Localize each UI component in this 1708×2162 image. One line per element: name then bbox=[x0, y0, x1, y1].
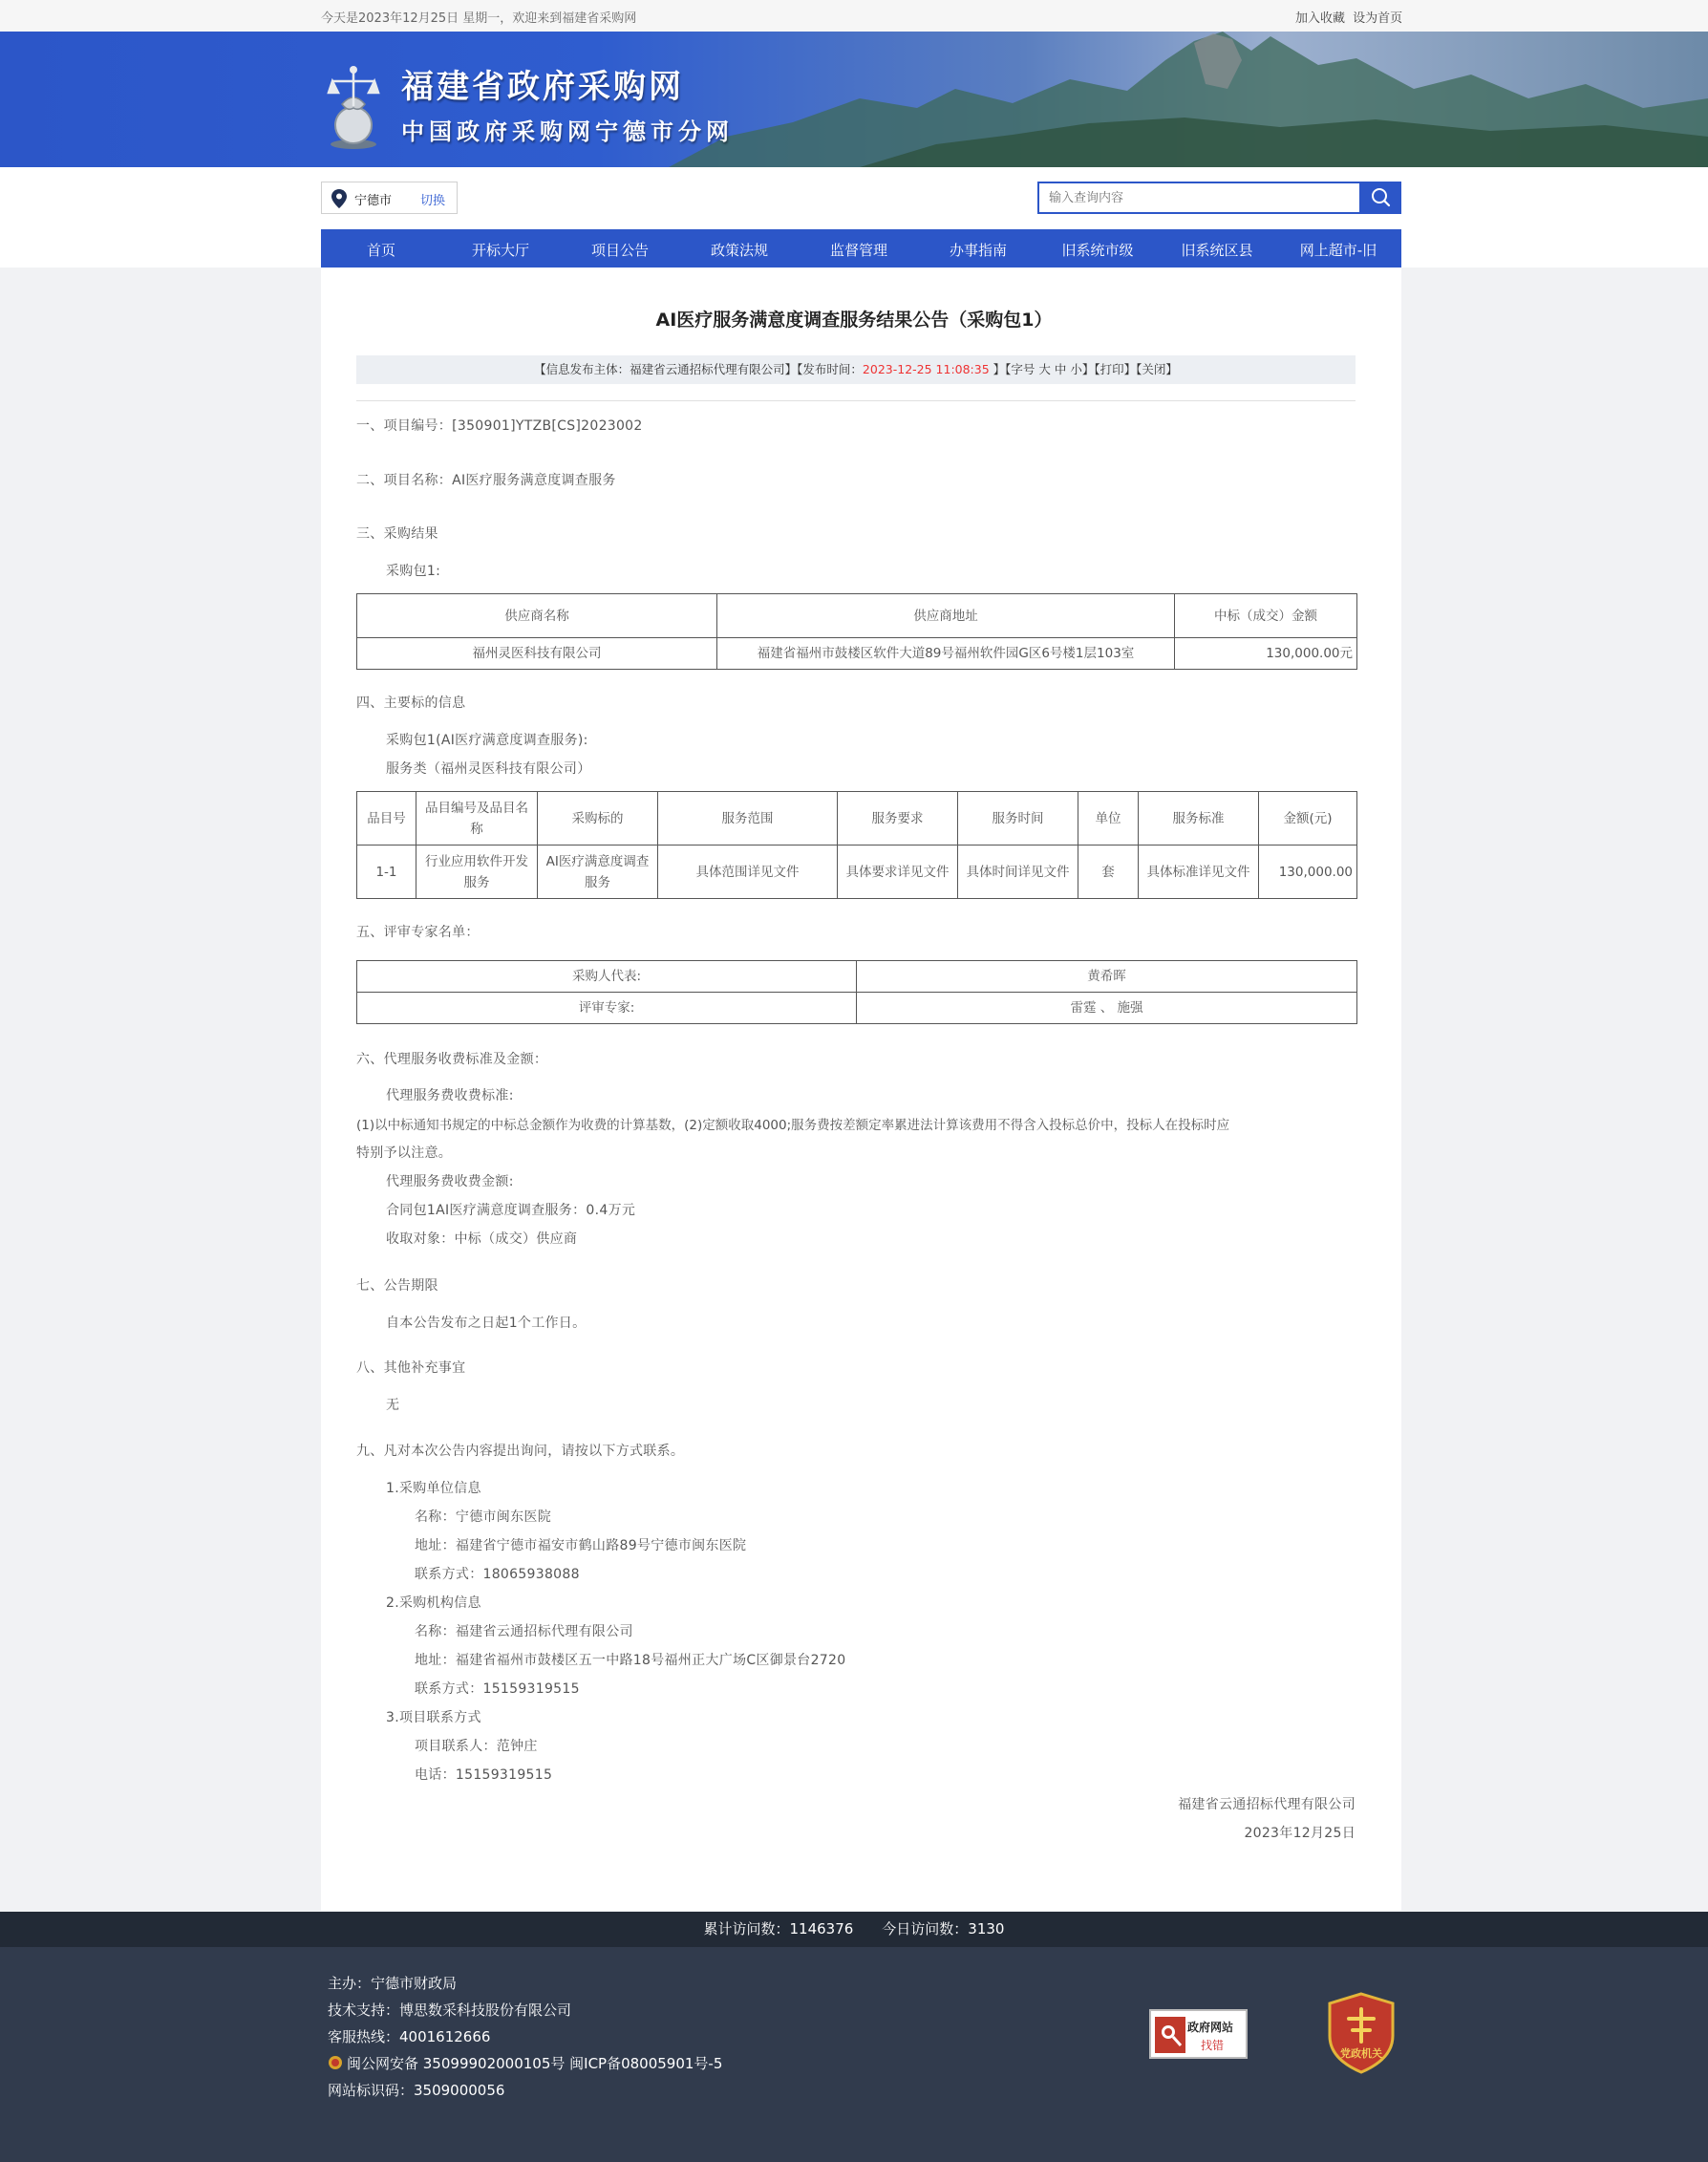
nav-guide[interactable]: 办事指南 bbox=[949, 242, 1008, 259]
table-cell: 黄希晖 bbox=[857, 961, 1357, 993]
table-header-row bbox=[357, 594, 1357, 638]
contact-line: 项目联系人：范钟庄 bbox=[415, 1739, 538, 1754]
nav-legacy-county[interactable]: 旧系统区县 bbox=[1181, 242, 1253, 259]
visit-counter: 累计访问数：1146376 今日访问数：3130 bbox=[0, 1912, 1708, 1947]
nav-bid-hall[interactable]: 开标大厅 bbox=[471, 242, 530, 259]
contact-subheading: 2.采购机构信息 bbox=[386, 1595, 481, 1611]
section-period-heading: 七、公告期限 bbox=[356, 1278, 438, 1294]
table-cell: 具体时间详见文件 bbox=[958, 846, 1078, 899]
fee-line: (1)以中标通知书规定的中标总金额作为收费的计算基数，(2)定额收取4000;服务费按差额定率累进法计算该费用不得含入投标总价中，投标人在投标时应 bbox=[356, 1118, 1230, 1133]
section-project-name: 二、项目名称：AI医疗服务满意度调查服务 bbox=[356, 473, 616, 488]
table-header: 服务范围 bbox=[658, 792, 838, 846]
mountain-background bbox=[0, 32, 1708, 167]
fee-line: 代理服务费收费标准: bbox=[386, 1088, 514, 1103]
package-label: 采购包1: bbox=[386, 564, 441, 579]
table-header: 中标（成交）金额 bbox=[1175, 594, 1357, 638]
party-gov-agency-badge[interactable] bbox=[1326, 1992, 1397, 2078]
current-city: 宁德市 bbox=[354, 194, 393, 208]
contact-line: 名称：宁德市闽东医院 bbox=[415, 1509, 551, 1525]
contact-line: 联系方式：15159319515 bbox=[415, 1681, 580, 1697]
items-type-label: 服务类（福州灵医科技有限公司） bbox=[386, 761, 591, 777]
magnifier-icon bbox=[1155, 2017, 1185, 2053]
table-cell: 套 bbox=[1078, 846, 1139, 899]
nav-project-notices[interactable]: 项目公告 bbox=[590, 242, 650, 259]
badge2-text: 党政机关 bbox=[1340, 2047, 1382, 2060]
contact-line: 联系方式：18065938088 bbox=[415, 1567, 580, 1582]
table-cell: AI医疗满意度调查服务 bbox=[538, 846, 658, 899]
fee-line: 合同包1AI医疗满意度调查服务：0.4万元 bbox=[386, 1203, 636, 1218]
article-info-bar bbox=[356, 355, 1356, 384]
table-header: 单位 bbox=[1078, 792, 1139, 846]
info-actions[interactable]: 】【字号 大 中 小】【打印】【关闭】 bbox=[989, 362, 1178, 376]
divider bbox=[356, 400, 1356, 401]
section-project-number: 一、项目编号：[350901]YTZB[CS]2023002 bbox=[356, 418, 643, 434]
article-title: AI医疗服务满意度调查服务结果公告（采购包1） bbox=[655, 310, 1053, 331]
search-icon bbox=[1360, 182, 1401, 214]
footer-hotline: 客服热线：4001612666 bbox=[328, 2028, 491, 2045]
contact-line: 地址：福建省宁德市福安市鹤山路89号宁德市闽东医院 bbox=[415, 1538, 747, 1553]
fee-line: 收取对象：中标（成交）供应商 bbox=[386, 1231, 578, 1247]
welcome-text: 今天是2023年12月25日 星期一，欢迎来到福建省采购网 bbox=[321, 11, 637, 26]
favorite-homepage-links[interactable]: 加入收藏 设为首页 bbox=[1295, 11, 1403, 26]
table-header: 供应商地址 bbox=[717, 594, 1175, 638]
section-items-heading: 四、主要标的信息 bbox=[356, 696, 466, 711]
table-cell: 评审专家: bbox=[357, 993, 857, 1024]
nav-legacy-city[interactable]: 旧系统市级 bbox=[1061, 242, 1134, 259]
table-row bbox=[357, 961, 1357, 993]
nav-policies[interactable]: 政策法规 bbox=[710, 242, 769, 259]
site-banner bbox=[0, 32, 1708, 167]
table-cell: 采购人代表: bbox=[357, 961, 857, 993]
table-cell: 1-1 bbox=[357, 846, 416, 899]
section-other-heading: 八、其他补充事宜 bbox=[356, 1360, 466, 1376]
period-text: 自本公告发布之日起1个工作日。 bbox=[386, 1316, 587, 1331]
top-bar bbox=[0, 0, 1708, 32]
contact-line: 电话：15159319515 bbox=[415, 1767, 553, 1783]
table-row bbox=[357, 993, 1357, 1024]
section-fee-heading: 六、代理服务收费标准及金额： bbox=[356, 1052, 548, 1067]
table-cell: 具体标准详见文件 bbox=[1139, 846, 1259, 899]
nav-home[interactable]: 首页 bbox=[366, 242, 396, 259]
location-pin-icon bbox=[331, 189, 347, 208]
footer-host: 主办：宁德市财政局 bbox=[328, 1975, 458, 1992]
other-text: 无 bbox=[386, 1398, 400, 1413]
table-header: 服务标准 bbox=[1139, 792, 1259, 846]
items-table bbox=[356, 791, 1357, 899]
footer-site-code: 网站标识码：3509000056 bbox=[328, 2082, 505, 2099]
table-header: 金额(元) bbox=[1259, 792, 1357, 846]
table-row bbox=[357, 638, 1357, 670]
table-cell: 具体范围详见文件 bbox=[658, 846, 838, 899]
logo-emblem bbox=[325, 62, 382, 154]
table-header: 品目号 bbox=[357, 792, 416, 846]
search-input[interactable] bbox=[1037, 182, 1361, 214]
nav-online-mall[interactable]: 网上超市-旧 bbox=[1299, 242, 1377, 259]
fee-line: 特别予以注意。 bbox=[356, 1145, 453, 1161]
footer-icp-row bbox=[328, 2053, 722, 2073]
signature-org: 福建省云通招标代理有限公司 bbox=[1178, 1797, 1356, 1812]
location-switcher[interactable] bbox=[321, 182, 458, 214]
main-nav bbox=[321, 229, 1401, 268]
table-header: 供应商名称 bbox=[357, 594, 717, 638]
site-title: 福建省政府采购网 bbox=[401, 68, 684, 106]
fee-line: 代理服务费收费金额: bbox=[386, 1174, 514, 1189]
experts-table bbox=[356, 960, 1357, 1024]
signature-date: 2023年12月25日 bbox=[1244, 1826, 1356, 1841]
table-row bbox=[357, 846, 1357, 899]
section-result-heading: 三、采购结果 bbox=[356, 526, 438, 542]
footer bbox=[0, 1947, 1708, 2162]
gov-site-error-report-badge[interactable] bbox=[1149, 2009, 1248, 2059]
footer-icp[interactable]: 闽公网安备 35099902000105号 闽ICP备08005901号-5 bbox=[347, 2055, 723, 2072]
footer-support: 技术支持：博思数采科技股份有限公司 bbox=[328, 2001, 572, 2019]
table-header: 服务时间 bbox=[958, 792, 1078, 846]
table-header: 采购标的 bbox=[538, 792, 658, 846]
nav-supervision[interactable]: 监督管理 bbox=[829, 242, 888, 259]
supplier-address: 福建省福州市鼓楼区软件大道89号福州软件园G区6号楼1层103室 bbox=[717, 638, 1175, 670]
contact-line: 名称：福建省云通招标代理有限公司 bbox=[415, 1624, 633, 1639]
table-header-row bbox=[357, 792, 1357, 846]
result-table bbox=[356, 593, 1357, 670]
police-badge-icon bbox=[328, 2055, 343, 2070]
info-publisher: 【信息发布主体：福建省云通招标代理有限公司】【发布时间： bbox=[534, 362, 863, 376]
badge-line2: 找错 bbox=[1201, 2039, 1225, 2052]
supplier-name: 福州灵医科技有限公司 bbox=[357, 638, 717, 670]
party-gov-emblem-icon bbox=[1326, 1992, 1397, 2074]
contact-line: 地址：福建省福州市鼓楼区五一中路18号福州正大广场C区御景台2720 bbox=[415, 1653, 846, 1668]
section-contact-heading: 九、凡对本次公告内容提出询问，请按以下方式联系。 bbox=[356, 1444, 685, 1459]
contact-subheading: 1.采购单位信息 bbox=[386, 1481, 481, 1496]
contact-subheading: 3.项目联系方式 bbox=[386, 1710, 481, 1725]
table-header: 服务要求 bbox=[838, 792, 958, 846]
award-amount: 130,000.00元 bbox=[1175, 638, 1357, 670]
publish-time: 2023-12-25 11:08:35 bbox=[862, 362, 990, 376]
switch-city-link[interactable]: 切换 bbox=[420, 194, 446, 208]
table-cell: 雷霆 、 施强 bbox=[857, 993, 1357, 1024]
table-header: 品目编号及品目名称 bbox=[416, 792, 538, 846]
site-subtitle: 中国政府采购网宁德市分网 bbox=[401, 118, 734, 145]
table-cell: 行业应用软件开发服务 bbox=[416, 846, 538, 899]
table-cell: 130,000.00 bbox=[1259, 846, 1357, 899]
search-button[interactable] bbox=[1360, 182, 1401, 214]
badge-line1: 政府网站 bbox=[1187, 2021, 1234, 2034]
section-experts-heading: 五、评审专家名单： bbox=[356, 925, 480, 940]
table-cell: 具体要求详见文件 bbox=[838, 846, 958, 899]
items-package-label: 采购包1(AI医疗满意度调查服务): bbox=[386, 733, 588, 748]
